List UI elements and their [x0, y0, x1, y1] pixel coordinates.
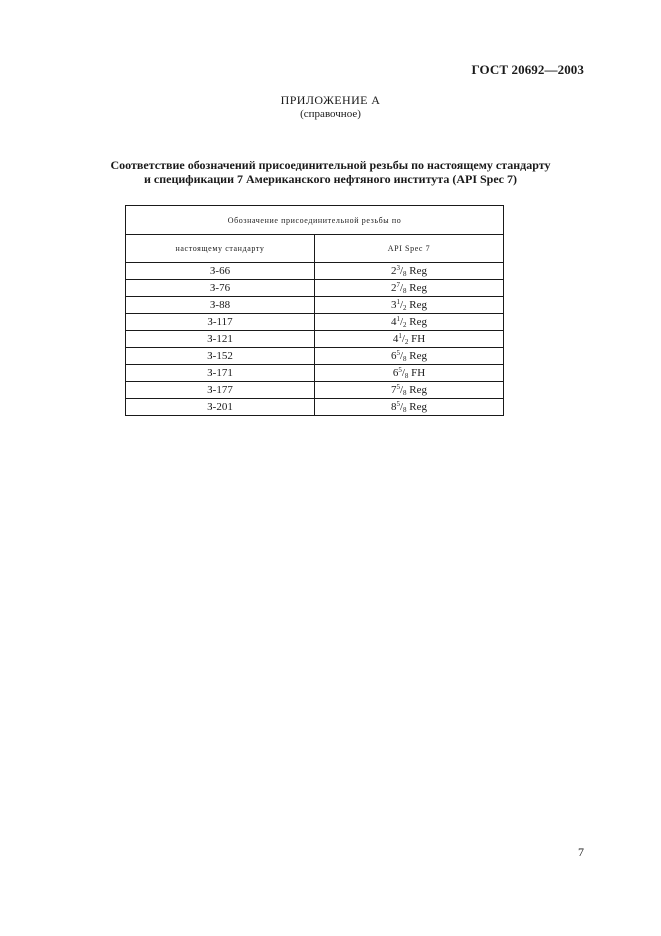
api-thread-type: Reg [409, 400, 428, 413]
api-thread-type: Reg [409, 315, 428, 328]
standard-designation-cell: З-177 [126, 382, 315, 399]
page-number: 7 [578, 845, 584, 859]
api-size-whole: 6 [392, 366, 399, 379]
api-thread-type: Reg [409, 264, 428, 277]
api-size-numerator: 1 [396, 297, 400, 306]
api-size-fraction: $6^5/_8$ [390, 348, 407, 363]
api-size-numerator: 3 [396, 263, 400, 272]
api-size-whole: 8 [390, 400, 397, 413]
appendix-subtitle: (справочное) [300, 108, 361, 120]
table-group-header: Обозначение присоединительной резьбы по [126, 206, 504, 235]
api-designation-cell [315, 263, 504, 280]
standard-designation-cell: З-76 [126, 280, 315, 297]
api-size-whole: 2 [390, 264, 397, 277]
api-size-numerator: 1 [398, 331, 402, 340]
api-size-denominator: 8 [403, 405, 407, 414]
table-row [126, 365, 504, 382]
api-size-fraction: $6^5/_8$ [392, 365, 409, 380]
api-designation-cell [315, 348, 504, 365]
standard-designation-cell: З-201 [126, 399, 315, 416]
table-heading-line-1: Соответствие обозначений присоединительной резьбы по настоящему стандарту [110, 158, 551, 172]
api-size-numerator: 5 [396, 382, 400, 391]
api-size-whole: 3 [390, 298, 397, 311]
api-size-numerator: 5 [398, 365, 402, 374]
standard-designation-cell: З-66 [126, 263, 315, 280]
api-size-whole: 7 [390, 383, 397, 396]
api-thread-type: FH [411, 332, 426, 345]
table-heading-line-2: и спецификации 7 Американского нефтяного института (API Spec 7) [143, 172, 517, 186]
api-designation-cell [315, 331, 504, 348]
api-size-denominator: 8 [403, 354, 407, 363]
api-designation-cell [315, 314, 504, 331]
api-thread-type: Reg [409, 298, 428, 311]
standard-designation-cell: З-88 [126, 297, 315, 314]
api-size-fraction: $2^7/_8$ [390, 280, 407, 295]
api-size-denominator: 8 [404, 371, 409, 380]
api-designation-cell [315, 280, 504, 297]
thread-correspondence-table [125, 205, 504, 416]
table-row [126, 280, 504, 297]
table-row [126, 331, 504, 348]
api-size-denominator: 8 [403, 388, 407, 397]
api-size-fraction: $2^3/_8$ [390, 263, 407, 278]
api-size-fraction: $7^5/_8$ [390, 382, 407, 397]
api-designation-cell [315, 382, 504, 399]
standard-designation-cell: З-117 [126, 314, 315, 331]
table-row [126, 399, 504, 416]
table-row [126, 297, 504, 314]
api-size-fraction: $4^1/_2$ [392, 331, 409, 346]
api-size-fraction: $4^1/_2$ [390, 314, 407, 329]
table-body [126, 263, 504, 416]
api-size-denominator: 2 [404, 337, 409, 346]
api-size-fraction: $8^5/_8$ [390, 399, 407, 414]
api-size-denominator: 8 [403, 286, 407, 295]
standard-designation-cell: З-121 [126, 331, 315, 348]
api-thread-type: Reg [409, 281, 428, 294]
column-header-api: API Spec 7 [315, 235, 504, 263]
table-heading [0, 158, 661, 186]
api-designation-cell [315, 399, 504, 416]
column-header-standard: настоящему стандарту [126, 235, 315, 263]
api-thread-type: Reg [409, 383, 428, 396]
api-thread-type: FH [411, 366, 426, 379]
api-size-numerator: 7 [396, 280, 400, 289]
api-size-fraction: $3^1/_2$ [390, 297, 407, 312]
api-size-numerator: 5 [396, 348, 400, 357]
api-size-denominator: 2 [403, 303, 407, 312]
api-size-numerator: 5 [396, 399, 400, 408]
api-size-whole: 6 [390, 349, 397, 362]
api-size-denominator: 2 [403, 320, 407, 329]
standard-designation-cell: З-152 [126, 348, 315, 365]
standard-code: ГОСТ 20692—2003 [471, 62, 584, 77]
api-designation-cell [315, 365, 504, 382]
api-designation-cell [315, 297, 504, 314]
table-row [126, 263, 504, 280]
table-row [126, 348, 504, 365]
api-size-whole: 4 [392, 332, 399, 345]
standard-designation-cell: З-171 [126, 365, 315, 382]
api-thread-type: Reg [409, 349, 428, 362]
api-size-numerator: 1 [396, 314, 400, 323]
table-row [126, 382, 504, 399]
api-size-denominator: 8 [403, 269, 407, 278]
api-size-whole: 2 [390, 281, 397, 294]
appendix-title: ПРИЛОЖЕНИЕ А [280, 93, 381, 107]
api-size-whole: 4 [390, 315, 397, 328]
table-row [126, 314, 504, 331]
